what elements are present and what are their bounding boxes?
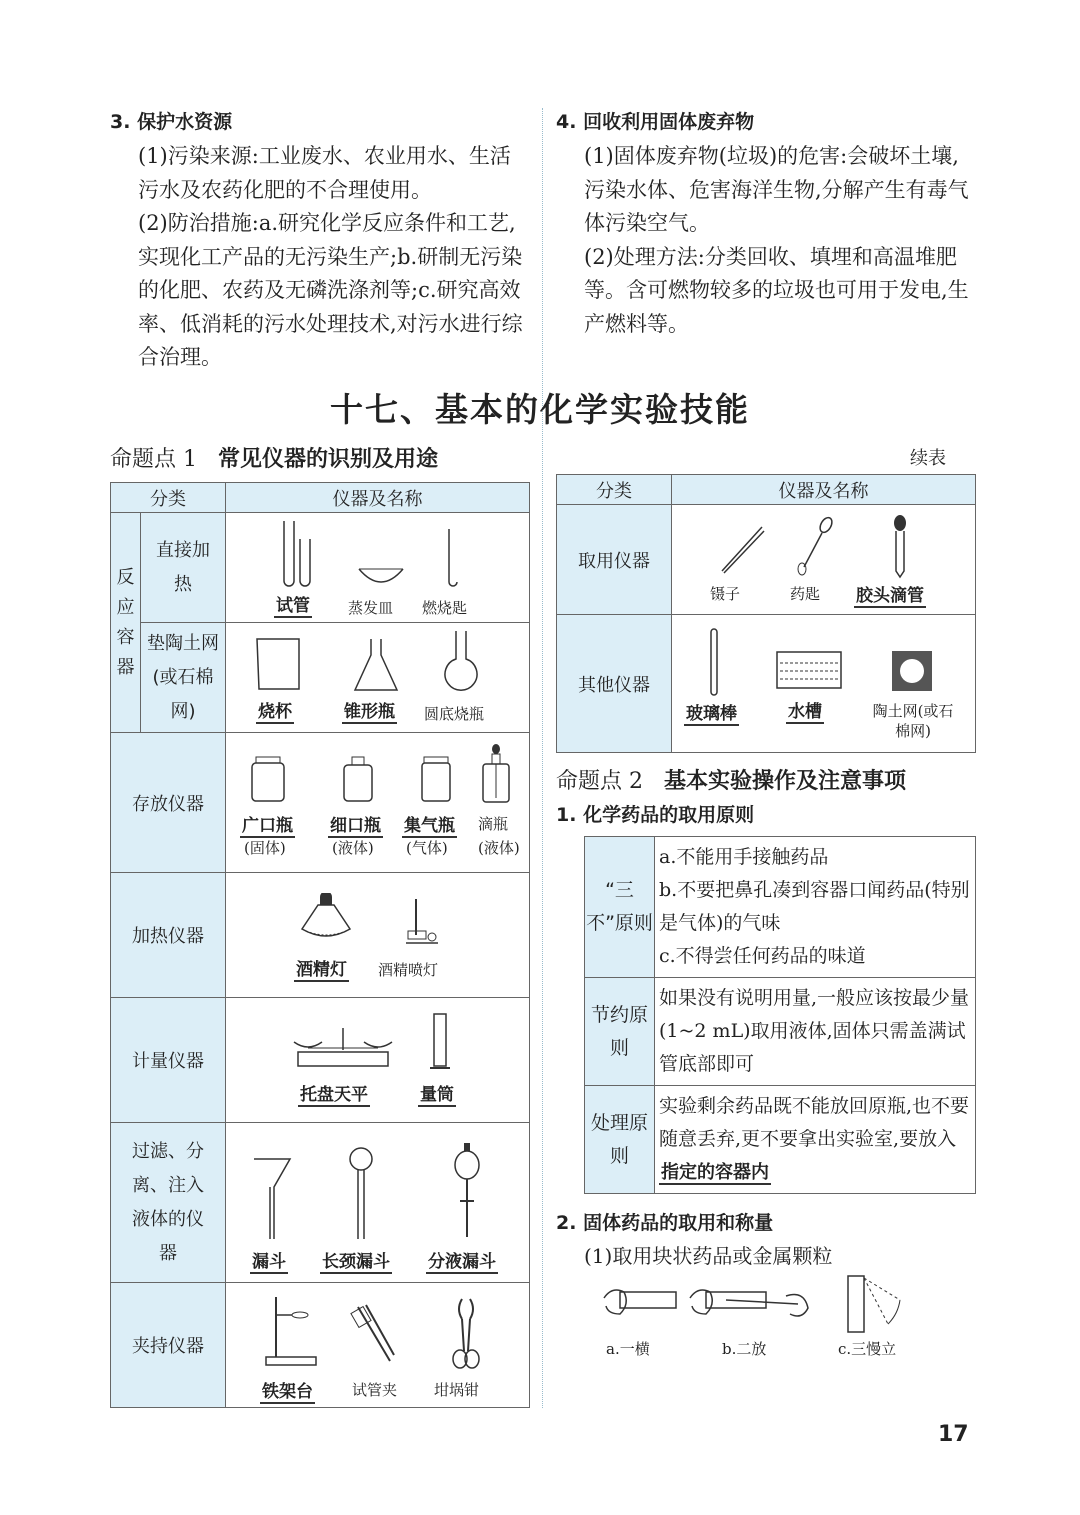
label-long-neck-funnel: 长颈漏斗 xyxy=(322,1252,390,1272)
label-conical-flask: 锥形瓶 xyxy=(344,702,395,722)
medicine-spoon-icon xyxy=(794,515,834,577)
group-other: 其他仪器 xyxy=(557,615,672,753)
header-category: 分类 xyxy=(557,475,672,505)
header-instruments: 仪器及名称 xyxy=(226,483,530,513)
group-clamping: 夹持仪器 xyxy=(111,1283,226,1408)
separatory-funnel-icon xyxy=(450,1141,484,1241)
gas-jar-icon xyxy=(416,755,456,805)
label-test-tube-holder: 试管夹 xyxy=(352,1381,398,1399)
iron-stand-icon xyxy=(262,1293,322,1369)
rule-emphasis: 指定的容器内 xyxy=(661,1162,769,1183)
subsection-number: 1 xyxy=(556,804,570,826)
chapter-title: 十七、基本的化学实验技能 xyxy=(330,390,750,429)
label-dropper: 胶头滴管 xyxy=(856,586,924,606)
paragraph: (1)固体废弃物(垃圾)的危害:会破坏土壤,污染水体、危害海洋生物,分解产生有毒气体污染空气。 xyxy=(584,144,969,235)
label-gas-jar: 集气瓶 xyxy=(404,816,455,836)
label-round-flask: 圆底烧瓶 xyxy=(424,705,485,723)
group-direct-heat: 直接加热 xyxy=(141,513,226,623)
graduated-cylinder-icon xyxy=(426,1012,456,1076)
section-title: 保护水资源 xyxy=(137,111,233,133)
label-combustion-spoon: 燃烧匙 xyxy=(422,599,468,617)
subsection-number: 2 xyxy=(556,1212,570,1234)
rule-name: 节约原则 xyxy=(585,978,655,1086)
step-c-label: c.三慢立 xyxy=(838,1340,897,1358)
test-tube-holder-icon xyxy=(350,1301,400,1371)
topic-label: 命题点 2 xyxy=(556,769,643,794)
group-taking: 取用仪器 xyxy=(557,505,672,615)
glass-rod-icon xyxy=(706,627,722,699)
dropper-icon xyxy=(888,513,912,579)
narrow-mouth-bottle-icon xyxy=(338,755,378,805)
step-upright-icon xyxy=(840,1270,910,1336)
wide-mouth-bottle-icon xyxy=(248,755,288,805)
long-neck-funnel-icon xyxy=(346,1141,376,1241)
topic-label: 命题点 1 xyxy=(110,447,197,472)
step-a-label: a.一横 xyxy=(606,1340,650,1358)
label-balance: 托盘天平 xyxy=(300,1085,368,1105)
section-number: 4 xyxy=(556,111,570,133)
label-wide-mouth-bottle: 广口瓶 xyxy=(242,816,293,836)
rule-line: a.不能用手接触药品 xyxy=(659,846,829,868)
section-title: 回收利用固体废弃物 xyxy=(583,111,755,133)
topic-title: 常见仪器的识别及用途 xyxy=(218,447,439,472)
paragraph: (1)污染来源:工业废水、农业用水、生活污水及农药化肥的不合理使用。 xyxy=(138,144,511,202)
group-storage: 存放仪器 xyxy=(111,733,226,873)
section-3: 3. 保护水资源 (1)污染来源:工业废水、农业用水、生活污水及农药化肥的不合理使用。 (2)防治措施:a.研究化学反应条件和工艺,实现化工产品的无污染生产;b.研制无污染的化肥、农药及无磷洗涤剂等;c.研究高效率、低消耗的污水处理技术,对污水进行综合治理。 xyxy=(110,108,530,375)
label-wire-gauze: 陶土网(或石棉网) xyxy=(872,702,954,740)
label-glass-rod: 玻璃棒 xyxy=(686,704,737,724)
dropping-bottle-icon xyxy=(478,743,514,809)
label-tweezers: 镊子 xyxy=(710,585,741,603)
group-filtering: 过滤、分离、注入液体的仪器 xyxy=(111,1123,226,1283)
label-medicine-spoon: 药匙 xyxy=(790,585,821,603)
header-instruments: 仪器及名称 xyxy=(672,475,976,505)
rule-line: c.不得尝任何药品的味道 xyxy=(659,945,866,967)
label-iron-stand: 铁架台 xyxy=(262,1382,313,1402)
beaker-icon xyxy=(254,635,304,695)
label-alcohol-blowtorch: 酒精喷灯 xyxy=(378,961,439,979)
alcohol-blowtorch-icon xyxy=(402,895,442,951)
group-measuring: 计量仪器 xyxy=(111,998,226,1123)
funnel-icon xyxy=(252,1153,292,1243)
label-evaporating-dish: 蒸发皿 xyxy=(348,599,394,617)
sub-liquid: (液体) xyxy=(332,839,374,857)
header-category: 分类 xyxy=(111,483,226,513)
wire-gauze-icon xyxy=(890,649,934,693)
subsection-title: 固体药品的取用和称量 xyxy=(583,1212,774,1234)
rule-name: 处理原则 xyxy=(585,1086,655,1194)
continued-label: 续表 xyxy=(910,448,946,469)
group-reaction-vessel: 反应容器 xyxy=(111,513,141,733)
topic-2-heading xyxy=(556,764,906,795)
instrument-table xyxy=(110,482,530,1408)
step-place-icon xyxy=(686,1280,816,1330)
label-crucible-tongs: 坩埚钳 xyxy=(434,1381,480,1399)
conical-flask-icon xyxy=(351,635,401,695)
instrument-table-continued xyxy=(556,474,976,753)
section-number: 3 xyxy=(110,111,124,133)
sub-gas: (气体) xyxy=(406,839,448,857)
topic-title: 基本实验操作及注意事项 xyxy=(664,769,907,794)
rule-line: 如果没有说明用量,一般应该按最少量(1~2 mL)取用液体,固体只需盖满试管底部即可 xyxy=(659,987,970,1075)
subsection-2-sub: (1)取用块状药品或金属颗粒 xyxy=(584,1244,833,1268)
alcohol-lamp-icon xyxy=(298,893,354,949)
evaporating-dish-icon xyxy=(356,561,406,591)
rule-line: b.不要把鼻孔凑到容器口闻药品(特别是气体)的气味 xyxy=(659,879,970,934)
balance-icon xyxy=(288,1024,398,1074)
column-divider xyxy=(542,108,543,1408)
label-water-trough: 水槽 xyxy=(788,702,822,722)
water-trough-icon xyxy=(774,649,844,691)
label-separatory-funnel: 分液漏斗 xyxy=(428,1252,496,1272)
label-dropping-bottle: 滴瓶 xyxy=(478,815,509,833)
group-indirect-heat: 垫陶土网(或石棉网) xyxy=(141,623,226,733)
test-tube-icon xyxy=(276,519,316,589)
sub-liquid: (液体) xyxy=(478,839,520,857)
label-funnel: 漏斗 xyxy=(252,1252,286,1272)
rule-name: “三不”原则 xyxy=(585,837,655,978)
round-flask-icon xyxy=(441,629,481,699)
label-test-tube: 试管 xyxy=(276,596,310,616)
rule-line: 实验剩余药品既不能放回原瓶,也不要随意丢弃,更不要拿出实验室,要放入 xyxy=(659,1095,970,1150)
section-4: 4. 回收利用固体废弃物 (1)固体废弃物(垃圾)的危害:会破坏土壤,污染水体、危害海洋生物,分解产生有毒气体污染空气。 (2)处理方法:分类回收、填埋和高温堆肥等。含可燃物较多的垃圾也可用于发电,生产燃料等。 xyxy=(556,108,976,341)
topic-1-heading xyxy=(110,442,438,473)
crucible-tongs-icon xyxy=(446,1295,486,1371)
label-alcohol-lamp: 酒精灯 xyxy=(296,960,347,980)
group-heating: 加热仪器 xyxy=(111,873,226,998)
page-number: 17 xyxy=(938,1422,969,1447)
label-beaker: 烧杯 xyxy=(258,702,292,722)
combustion-spoon-icon xyxy=(441,527,461,597)
paragraph: (2)处理方法:分类回收、填埋和高温堆肥等。含可燃物较多的垃圾也可用于发电,生产燃料等。 xyxy=(584,244,969,336)
step-b-label: b.二放 xyxy=(722,1340,767,1358)
label-graduated-cylinder: 量筒 xyxy=(420,1085,454,1105)
step-horizontal-icon xyxy=(600,1280,680,1330)
paragraph: (2)防治措施:a.研究化学反应条件和工艺,实现化工产品的无污染生产;b.研制无污染的化肥、农药及无磷洗涤剂等;c.研究高效率、低消耗的污水处理技术,对污水进行综合治理。 xyxy=(138,211,523,369)
subsection-2: 2. 固体药品的取用和称量 xyxy=(556,1212,774,1234)
subsection-title: 化学药品的取用原则 xyxy=(583,804,755,826)
tweezers-icon xyxy=(716,523,766,577)
rules-table xyxy=(584,836,976,1194)
label-narrow-mouth-bottle: 细口瓶 xyxy=(330,816,381,836)
subsection-1: 1. 化学药品的取用原则 xyxy=(556,804,755,826)
sub-solid: (固体) xyxy=(244,839,286,857)
